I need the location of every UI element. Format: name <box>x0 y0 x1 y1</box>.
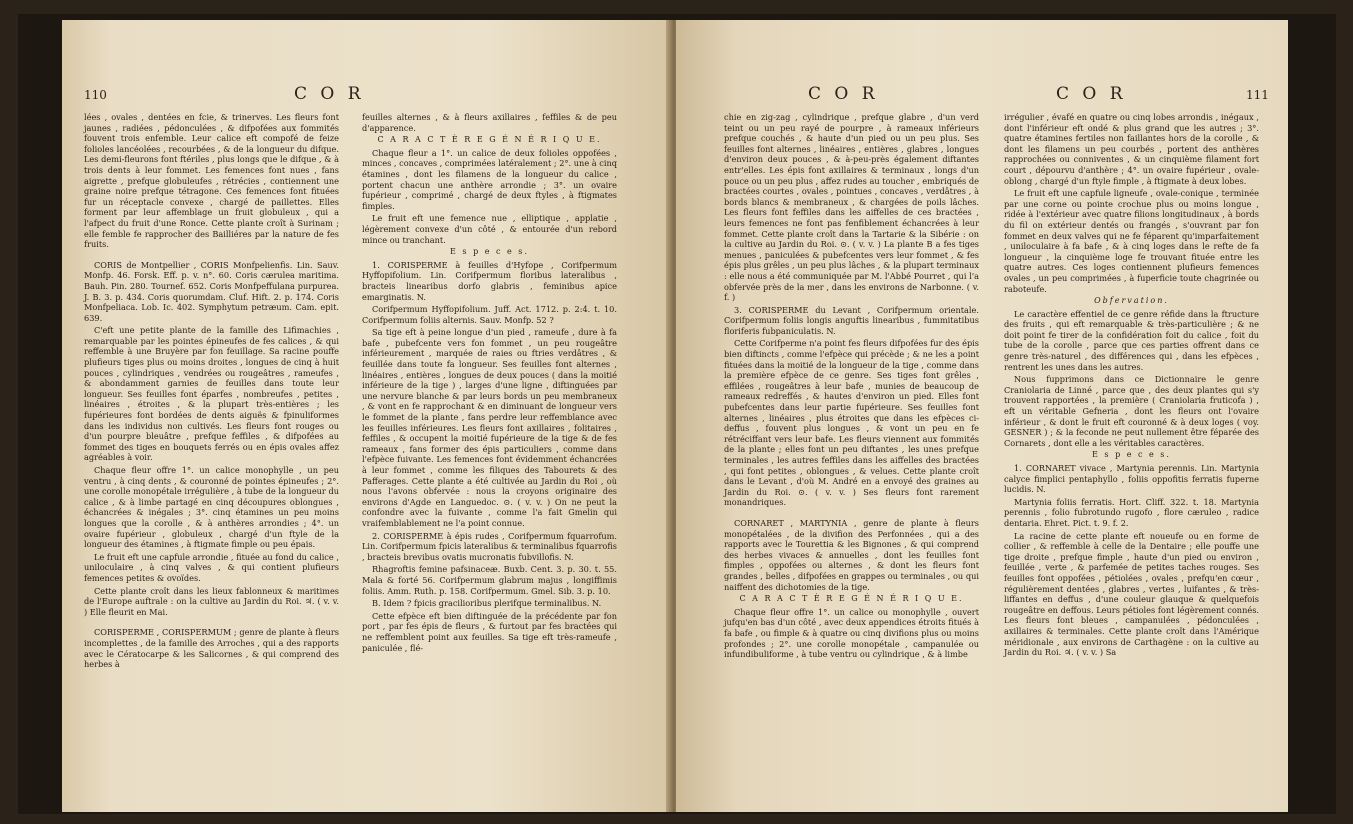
paragraph: Corifpermum Hyffopifolium. Juff. Act. 1712. p. 2:4. t. 10. Corifpermum foliis alternis. Sauv. Monfp. 52 ? <box>362 304 617 325</box>
paragraph: Rhagroftis femine pafsinaceæ. Buxb. Cent. 3. p. 30. t. 55. Mala & forté 56. Corifpermum glabrum majus , longiffimis foliis. Amm. Ruth. p. 158. Corifpermum. Gmel. Sib. 3. p. 10. <box>362 564 617 596</box>
running-head-right-1: C O R <box>808 84 879 104</box>
section-heading: C A R A C T È R E G É N É R I Q U E. <box>377 135 602 145</box>
left-page <box>62 20 672 812</box>
paragraph: Cette Corifperme n'a point fes fleurs difpofées fur des épis bien diftincts , comme l'efpèce qui précède ; & ne les a point fituées dans la moitié de la longueur de la tige , comme dans la première efpèce de ce genre. Ses tiges font grêles , effilées , rougeâtres à leur bafe , munies de beaucoup de rameaux redreffés , & hautes d'environ un pied. Elles font pubefcentes dans leur partie fupérieure. Ses feuilles font alternes , linéaires , plus étroites que dans les efpèces ci-deffus , fouvent plus longues , & vont un peu en fe rétréciffant vers leur bafe. Les fleurs viennent aux fommités de la plante ; elles font un peu diftantes , les unes prefque terminales , les autres feffiles dans les aiffelles des bractées , qui font petites , oblongues , & velues. Cette plante croît dans le Levant , d'où M. André en a envoyé des graines au Jardin du Roi. ⊙. ( v. v. ) Ses fleurs font rarement monandriques. <box>724 338 979 508</box>
paragraph: Chaque fleur offre 1°. un calice ou monophylle , ouvert jufqu'en bas d'un côté , avec deux appendices étroits fitués à fa bafe , ou fimple & à quatre ou cinq divifions plus ou moins profondes ; 2°. une corolle monopétale , campanulée ou infundibuliforme , à tube ventru ou cylindrique , & à limbe <box>724 606 979 660</box>
open-book <box>18 14 1336 814</box>
paragraph: 1. CORISPERME à feuilles d'Hyfope , Corifpermum Hyffopifolium. Lin. Corifpermum floribus lateralibus , bracteis linearibus dorfo glabris , feminibus apice emarginatis. N. <box>362 259 617 302</box>
paragraph: Chaque fleur offre 1°. un calice monophylle , un peu ventru , à cinq dents , & couronné de pointes épineufes ; 2°. une corolle monopétale irrégulière , à tube de la longueur du calice , & à limbe partagé en cinq découpures oblongues , échancrées & inégales ; 3°. cinq étamines un peu moins longues que la corolle , & à anthères arrondies ; 4°. un ovaire fupérieur , globuleux , chargé d'un ftyle de la longueur des étamines , à ftigmate fimple ou peu épais. <box>84 465 339 550</box>
running-head-right-2: C O R <box>1056 84 1127 104</box>
paragraph: CORISPERME , CORISPERMUM ; genre de plante à fleurs incomplettes , de la famille des Arroches , qui a des rapports avec le Cératocarpe & les Salicornes , & qui comprend des herbes à <box>84 627 339 670</box>
paragraph: Cette efpèce eft bien diftinguée de la précédente par fon port , par fes épis de fleurs , & furtout par fes bractées qui ne reffemblent point aux feuilles. Sa tige eft très-rameufe , paniculée , flé- <box>362 610 617 653</box>
paragraph: Le fruit eft une capfule ligneufe , ovale-conique , terminée par une corne ou pointe crochue plus ou moins longue , ridée à l'extérieur avec quatre filions longitudinaux , à bords du fil on extérieur dentés ou frangés , s'ouvrant par fon fommet en deux valves qui ne fe féparent qu'imparfaitement , uniloculaire à fa bafe , & à cinq loges dans le refte de fa longueur , la cinquième loge fe trouvant fituée entre les quatre autres. Ces loges contiennent plufieurs femences ovales , un peu comprimées , à fuperficie toute chagrinée ou raboteufe. <box>1004 188 1259 294</box>
paragraph: Nous fupprimons dans ce Dictionnaire le genre Craniolaria de Linné , parce que , des deux plantes qui s'y trouvent rapportées , la première ( Craniolaria fruticofa ) , eft un véritable Gefneria , dont les fleurs ont l'ovaire inférieur , & dont le fruit eft couronné & à deux loges ( voy. GESNER ) ; & la feconde ne peut nullement être féparée des Cornarets , dont elle a les véritables caractères. <box>1004 374 1259 448</box>
paragraph: La racine de cette plante eft noueufe ou en forme de collier , & reffemble à celle de la Dentaire ; elle pouffe une tige droite , prefque fimple , haute d'un pied ou environ , feuillée , verte , & parfemée de petites taches rouges. Ses feuilles font oppofées , pétiolées , ovales , prefqu'en cœur , régulièrement dentées , glabres , vertes , luifantes , & très-liffantes en deffus , d'une couleur glauque & quelquefois rougeâtre en deffous. Leurs pétioles font légèrement connés. Les fleurs font bleues , campanulées , pédonculées , axillaires & terminales. Cette plante croît dans l'Amérique méridionale , aux environs de Carthagène : on la cultive au Jardin du Roi. ♃. ( v. v. ) Sa <box>1004 530 1259 658</box>
right-column-1 <box>724 112 979 662</box>
paragraph: 2. CORISPERME à épis rudes , Corifpermum fquarrofum. Lin. Corifpermum fpicis lateralibus & terminalibus fquarrofis , bracteis brevibus ovatis mucronatis fubvillofis. N. <box>362 530 617 562</box>
paragraph: Sa tige eft à peine longue d'un pied , rameufe , dure à fa bafe , pubefcente vers fon fommet , un peu rougeâtre inférieurement , marquée de raies ou ftries verdâtres , & feuillée dans toute fa longueur. Ses feuilles font alternes , linéaires , entières , longues de deux pouces ( dans la moitié inférieure de la tige ) , larges d'une ligne , diftinguées par une nervure blanche & par leurs bords un peu membraneux , & vont en fe rapprochant & en diminuant de longueur vers le fommet de la plante , fans perdre leur reffemblance avec les feuilles inférieures. Les fleurs font axillaires , folitaires , feffiles , & occupent la moitié fupérieure de la tige & de fes rameaux , fans former des épis particuliers , comme dans l'efpèce fuivante. Les femences font évidemment échancrées à leur fommet , comme les filiques des Tabourets & des Pafferages. Cette plante a été cultivée au Jardin du Roi , où nous l'avons obfervée : nous la croyons originaire des environs d'Agde en Languedoc. ⊙. ( v. v. ) On ne peut la confondre avec la fuivante , comme l'a fait Gmelin qui vraifemblablement ne l'a point connue. <box>362 327 617 528</box>
paragraph: Martynia foliis ferratis. Hort. Cliff. 322. t. 18. Martynia perennis , folio fubrotundo rugofo , flore cæruleo , radice dentaria. Ehret. Pict. t. 9. f. 2. <box>1004 496 1259 528</box>
section-heading: Obfervation. <box>1094 296 1169 306</box>
paragraph: 1. CORNARET vivace , Martynia perennis. Lin. Martynia calyce fimplici pentaphyllo , foliis oppofitis ferratis fuperne lucidis. N. <box>1004 463 1259 495</box>
paragraph: CORIS de Montpellier , CORIS Monfpelienfis. Lin. Sauv. Monfp. 46. Forsk. Eff. p. v. n°. 60. Coris cærulea maritima. Bauh. Pin. 280. Tournef. 652. Coris Monfpeffulana purpurea. J. B. 3. p. 434. Coris quorumdam. Cluf. Hift. 2. p. 174. Coris Monfpeliaca. Lob. Ic. 402. Symphytum petræum. Cam. epit. 639. <box>84 259 339 323</box>
paragraph: feuilles alternes , & à fleurs axillaires , feffiles & de peu d'apparence. <box>362 112 617 133</box>
left-column-1 <box>84 112 339 672</box>
section-heading: E s p e c e s. <box>1092 450 1171 460</box>
left-column-2 <box>362 112 617 655</box>
paragraph: 3. CORISPERME du Levant , Corifpermum orientale. Corifpermum foliis longis anguftis linearibus , fummitatibus floriferis fubpaniculatis. N. <box>724 304 979 336</box>
right-column-2 <box>1004 112 1259 660</box>
section-heading: E s p e c e s. <box>450 247 529 257</box>
right-page <box>676 20 1288 812</box>
running-head-left: C O R <box>294 84 365 104</box>
paragraph: C'eft une petite plante de la famille des Lifimachies , remarquable par les pointes épineufes de fes calices , & qui reffemble à une Bruyère par fon feuillage. Sa racine pouffe plufieurs tiges plus ou moins droites , longues de cinq à huit pouces , cylindriques , vendrées ou rougeâtres , rameufes , & abondamment garnies de feuilles dans toute leur longueur. Ses feuilles font éparfes , nombreufes , petites , linéaires , étroites , & la plupart très-entières ; les fupérieures font bordées de dents aiguës & fpinuliformes dans les individus non cultivés. Les fleurs font rouges ou d'un pourpre bleuâtre , prefque feffiles , & difpofées au fommet des tiges en bouquets ferrés ou en épis ovales affez agréables à voir. <box>84 325 339 463</box>
paragraph: Le fruit eft une femence nue , elliptique , applatie , légèrement convexe d'un côté , & entourée d'un rebord mince ou tranchant. <box>362 213 617 245</box>
paragraph: Le fruit eft une capfule arrondie , fituée au fond du calice , uniloculaire , à cinq valves , & qui contient plufieurs femences petites & ovoïdes. <box>84 551 339 583</box>
paragraph: lées , ovales , dentées en fcie, & trinerves. Les fleurs font jaunes , radiées , pédonculées , & difpofées aux fommités fouvent trois enfemble. Leur calice eft compofé de feize folioles lancéolées , recourbées , & de la longueur du difque. Les demi-fleurons font ftériles , plus longs que le difque , & à trois dents à leur fommet. Les femences font nues , fans aigrette , prefque globuleufes , rétrécies , contiennent une graine noire prefque tétragone. Ces femences font fituées fur un réceptacle convexe , chargé de paillettes. Elles forment par leur affemblage un fruit globuleux , qui a l'afpect du fruit d'une Ronce. Cette plante croît à Surinam ; elle femble fe rapprocher des Bailliéres par la nature de fes fruits. <box>84 112 339 250</box>
paragraph: Cette plante croît dans les lieux fablonneux & maritimes de l'Europe auftrale : on la cultive au Jardin du Roi. ♃. ( v. v. ) Elle fleurit en Mai. <box>84 585 339 617</box>
paragraph: Chaque fleur a 1°. un calice de deux folioles oppofées , minces , concaves , comprimées latéralement ; 2°. une à cinq étamines , dont les filamens de la longueur du calice , portent chacun une anthère arrondie ; 3°. un ovaire fupérieur , comprimé , chargé de deux ftyles , à ftigmates fimples. <box>362 147 617 211</box>
section-heading: C A R A C T È R E G É N É R I Q U E. <box>739 594 964 604</box>
paragraph: chie en zig-zag , cylindrique , prefque glabre , d'un verd teint ou un peu rayé de pourpre , à rameaux inférieurs prefque couchés , & haute d'un pied ou un peu plus. Ses feuilles font alternes , linéaires , entières , glabres , longues d'environ deux pouces , & à-peu-près également diftantes entr'elles. Les épis font axillaires & terminaux , longs d'un pouce ou un peu plus , affez rudes au toucher , embriqués de bractées courtes , ovales , pointues , concaves , verdâtres , à bords blancs & membraneux , & chargées de poils lâches. Les fleurs font feffiles dans les aiffelles de ces bractées , leurs femences ne font pas fenfiblement échancrées à leur fommet. Cette plante croît dans la Tartarie & la Sibérie : on la cultive au Jardin du Roi. ⊙. ( v. v. ) La plante B a fes tiges menues , paniculées & pubefcentes vers leur fommet , & fes épis plus grêles , un peu plus lâches , & la plupart terminaux : elle nous a été communiquée par M. l'Abbé Pourret , qui l'a obfervée près de la mer , dans les environs de Narbonne. ( v. f. ) <box>724 112 979 303</box>
paragraph: irrégulier , évafé en quatre ou cinq lobes arrondis , inégaux , dont l'inférieur eft ondé & plus grand que les autres ; 3°. quatre étamines fertiles non faillantes hors de la corolle , & dont les filamens un peu courbés , portent des anthères rapprochées ou conniventes , & un cinquième filament fort court , dépourvu d'anthère ; 4°. un ovaire fupérieur , ovale-oblong , chargé d'un ftyle fimple , à ftigmate à deux lobes. <box>1004 112 1259 186</box>
page-number-right: 111 <box>1246 88 1269 102</box>
paragraph: Le caractère effentiel de ce genre réfide dans la ftructure des fruits , qui eft remarquable & très-particulière ; & ne doit point fe tirer de la confidération foit du calice , foit du tube de la corolle , parce que ces parties offrent dans ce genre très-naturel , des différences qui , dans les efpèces , rentrent les unes dans les autres. <box>1004 308 1259 372</box>
paragraph: B. Idem ? fpicis gracilioribus plerifque terminalibus. N. <box>372 598 602 609</box>
paragraph: CORNARET , MARTYNIA , genre de plante à fleurs monopétalées , de la divifion des Perfonnées , qui a des rapports avec le Tourettia & les Bignones , & qui comprend des herbes vivaces & annuelles , dont les feuilles font fimples , oppofées ou alternes , & dont les fleurs font grandes , belles , difpofées en grappes ou terminales , ou qui naiffent des dichotomies de la tige. <box>724 517 979 592</box>
page-number-left: 110 <box>84 88 107 102</box>
